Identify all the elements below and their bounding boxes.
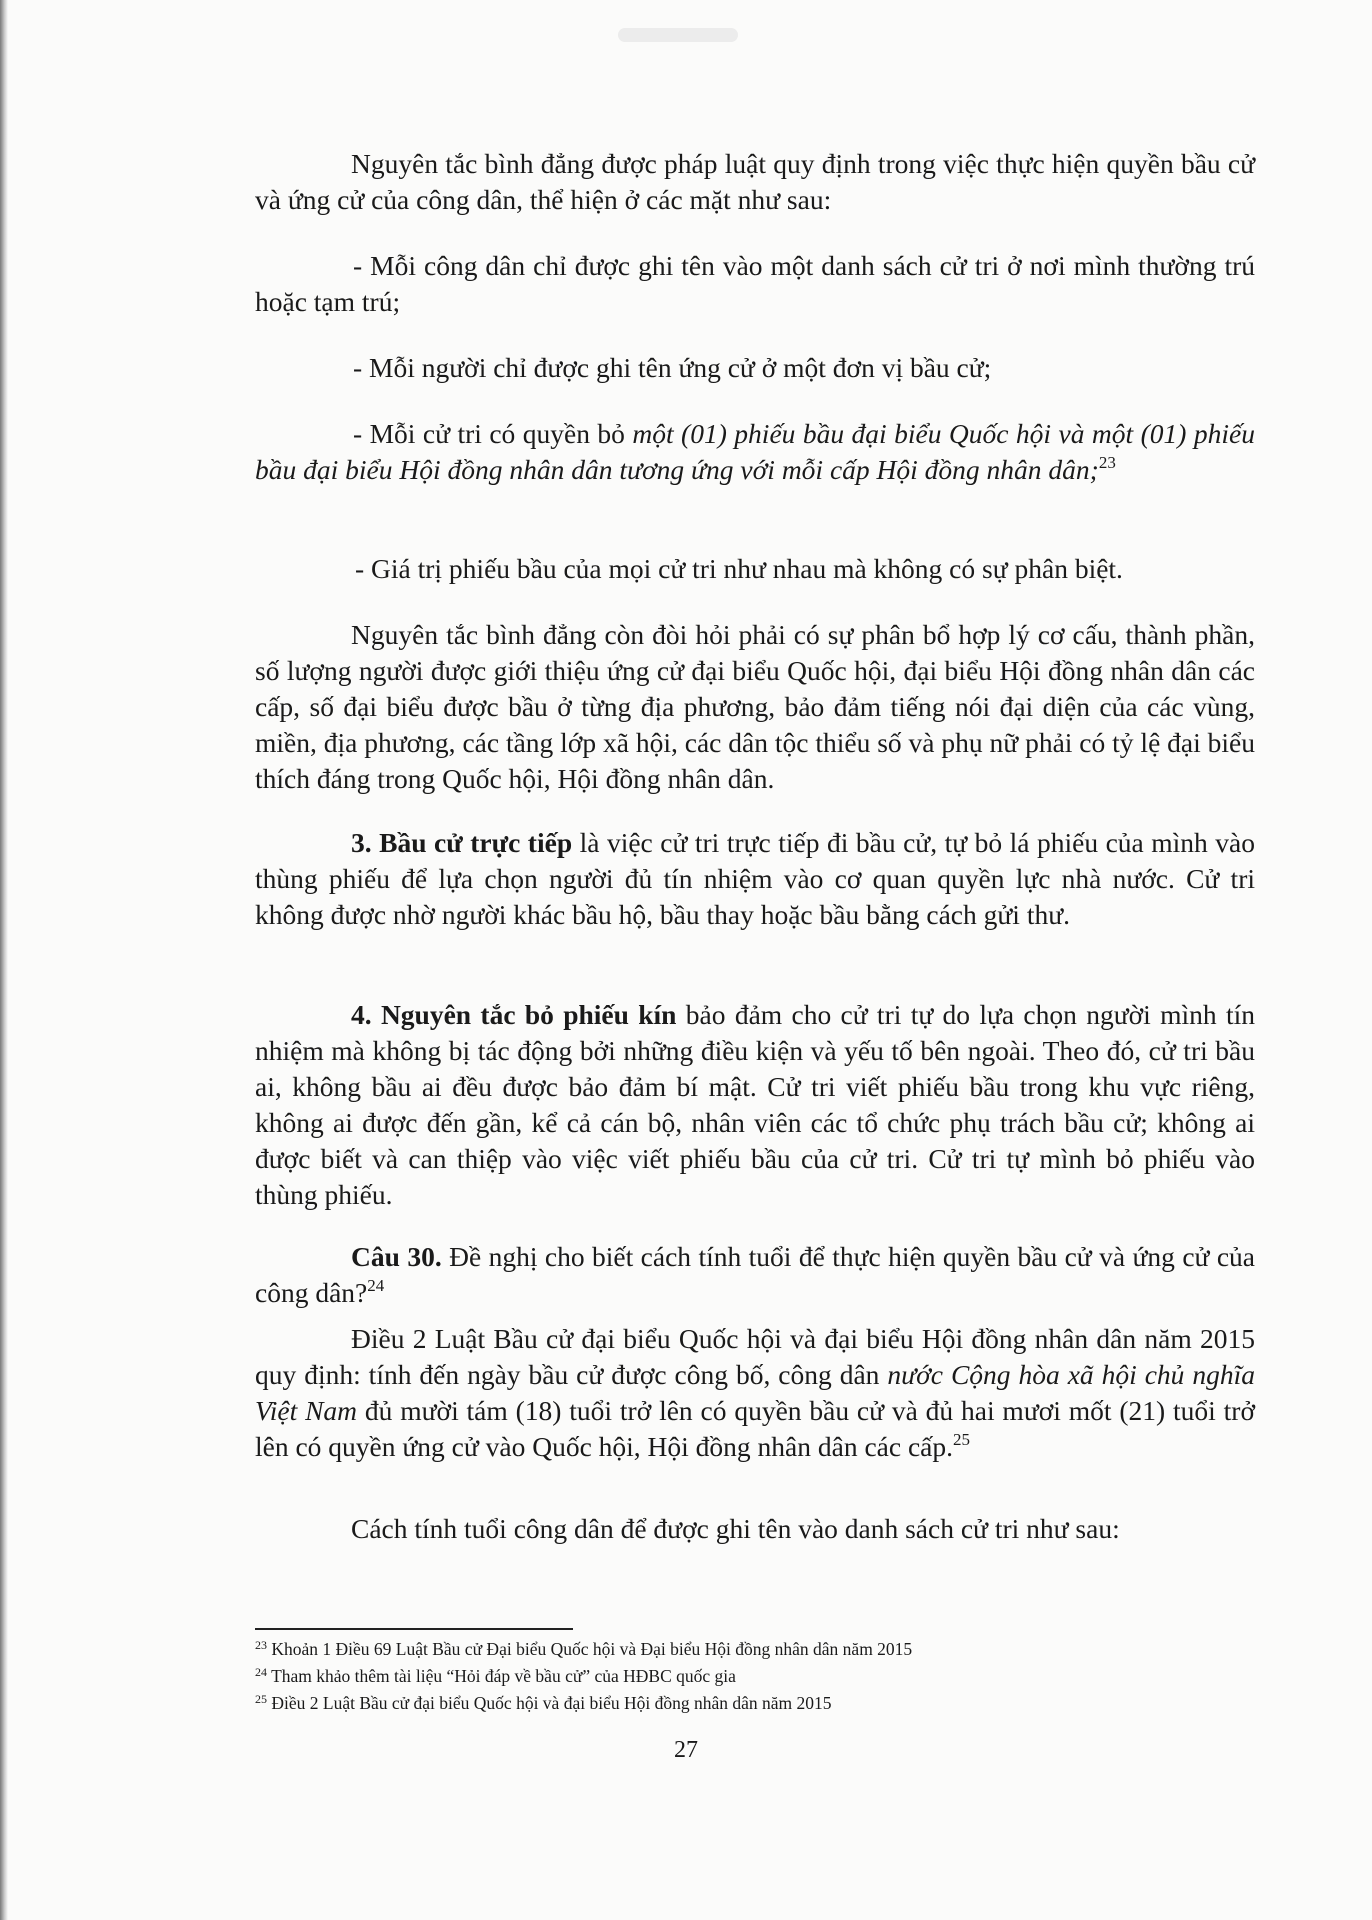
list-item-one-constituency: - Mỗi người chỉ được ghi tên ứng cử ở một đơn vị bầu cử; <box>353 352 992 383</box>
heading-direct-election: 3. Bầu cử trực tiếp <box>351 827 573 858</box>
list-item-ballots: - Mỗi cử tri có quyền bỏ một (01) phiếu bầu đại biểu Quốc hội và một (01) phiếu bầu đại biểu Hội đồng nhân dân tương ứng với mỗi cấp Hội đồng nhân dân;$^{23}$ <box>255 418 1255 485</box>
scan-left-edge <box>0 0 8 1920</box>
question-30: Câu 30. Đề nghị cho biết cách tính tuổi để thực hiện quyền bầu cử và ứng cử của công dân?$^{24}$ <box>255 1241 1255 1308</box>
paragraph-secret-ballot: 4. Nguyên tắc bỏ phiếu kín bảo đảm cho cử tri tự do lựa chọn người mình tín nhiệm mà không bị tác động bởi những điều kiện và yếu tố bên ngoài. Theo đó, cử tri bầu ai, không bầu ai đều được bảo đảm bí mật. Cử tri viết phiếu bầu trong khu vực riêng, không ai được đến gần, kể cả cán bộ, nhân viên các tổ chức phụ trách bầu cử; không ai được biết và can thiệp vào việc viết phiếu bầu của cử tri. Cử tri tự mình bỏ phiếu vào thùng phiếu. <box>255 999 1255 1210</box>
page-number: 27 <box>674 1737 698 1763</box>
paragraph-age-calculation: Cách tính tuổi công dân để được ghi tên vào danh sách cử tri như sau: <box>351 1513 1120 1544</box>
footnote-ref-25: 25 <box>953 1430 971 1449</box>
scan-blot <box>618 28 738 42</box>
list-item-one-voter-list: - Mỗi công dân chỉ được ghi tên vào một danh sách cử tri ở nơi mình thường trú hoặc tạm trú; <box>255 250 1255 317</box>
footnote-24: $^{24}$ Tham khảo thêm tài liệu “Hỏi đáp về bầu cử” của HĐBC quốc gia <box>255 1665 736 1686</box>
paragraph-equality-intro: Nguyên tắc bình đẳng được pháp luật quy định trong việc thực hiện quyền bầu cử và ứng cử của công dân, thể hiện ở các mặt như sau: <box>255 148 1255 215</box>
heading-secret-ballot: 4. Nguyên tắc bỏ phiếu kín <box>351 999 677 1030</box>
footnote-ref-23: 23 <box>1098 453 1116 472</box>
footnote-25: $^{25}$ Điều 2 Luật Bầu cử đại biểu Quốc hội và đại biểu Hội đồng nhân dân năm 2015 <box>255 1692 832 1713</box>
paragraph-article-2: Điều 2 Luật Bầu cử đại biểu Quốc hội và đại biểu Hội đồng nhân dân năm 2015 quy định: tính đến ngày bầu cử được công bố, công dân nước Cộng hòa xã hội chủ nghĩa Việt Nam đủ mười tám (18) tuổi trở lên có quyền bầu cử và đủ hai mươi mốt (21) tuổi trở lên có quyền ứng cử vào Quốc hội, Hội đồng nhân dân các cấp.$^{25}$ <box>255 1323 1256 1462</box>
list-item-ballot-value: - Giá trị phiếu bầu của mọi cử tri như nhau mà không có sự phân biệt. <box>355 553 1123 584</box>
footnote-23: $^{23}$ Khoản 1 Điều 69 Luật Bầu cử Đại biểu Quốc hội và Đại biểu Hội đồng nhân dân năm 2015 <box>255 1638 913 1659</box>
paragraph-direct-election: 3. Bầu cử trực tiếp là việc cử tri trực tiếp đi bầu cử, tự bỏ lá phiếu của mình vào thùng phiếu để lựa chọn người đủ tín nhiệm vào cơ quan quyền lực nhà nước. Cử tri không được nhờ người khác bầu hộ, bầu thay hoặc bầu bằng cách gửi thư. <box>255 827 1255 930</box>
paragraph-equality-allocation: Nguyên tắc bình đẳng còn đòi hỏi phải có sự phân bổ hợp lý cơ cấu, thành phần, số lượng người được giới thiệu ứng cử đại biểu Quốc hội, đại biểu Hội đồng nhân dân các cấp, số đại biểu được bầu ở từng địa phương, bảo đảm tiếng nói đại diện của các vùng, miền, địa phương, các tầng lớp xã hội, các dân tộc thiểu số và phụ nữ phải có tỷ lệ đại biểu thích đáng trong Quốc hội, Hội đồng nhân dân. <box>255 619 1255 794</box>
footnote-separator <box>255 1628 573 1630</box>
footnote-ref-24: 24 <box>367 1276 385 1295</box>
question-label: Câu 30. <box>351 1241 442 1272</box>
